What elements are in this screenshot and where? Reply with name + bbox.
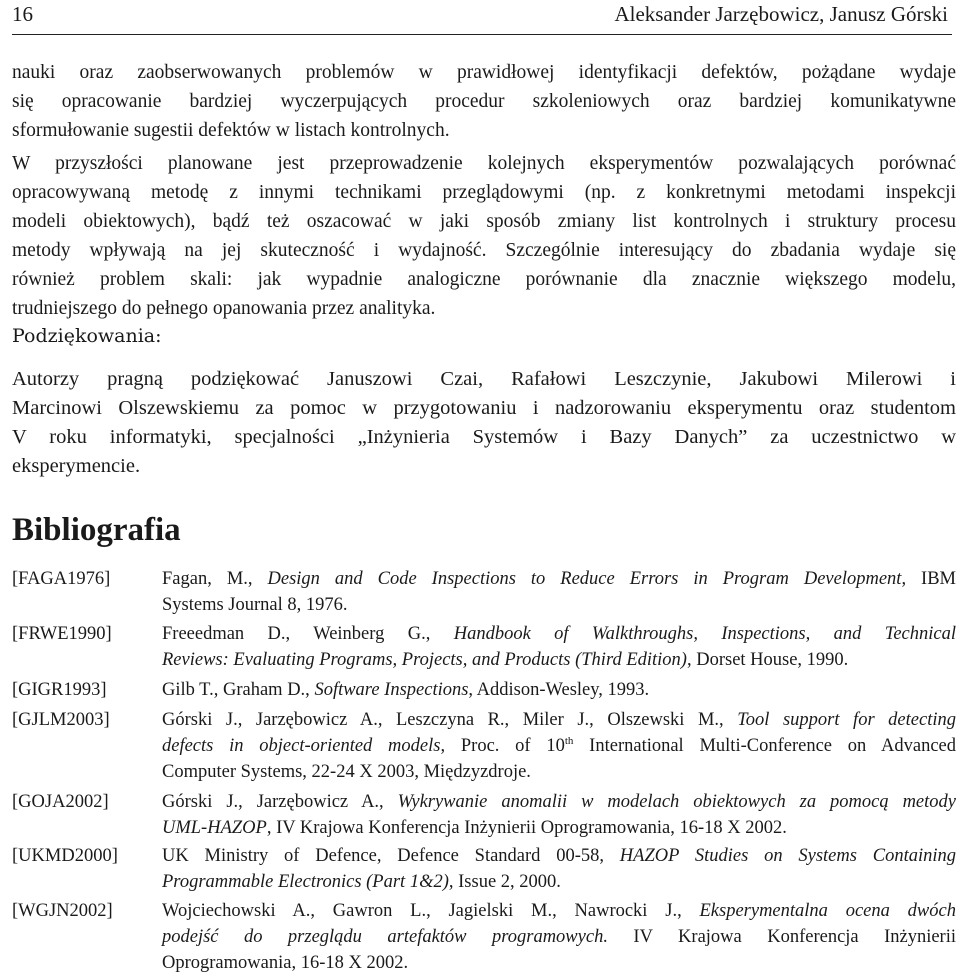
paragraph-line: modeli obiektowych), bądź też oszacować w jaki sposób zmiany list kontrolnych i struktury procesu: [12, 211, 956, 232]
paragraph-line: również problem skali: jak wypadnie analogiczne porównanie dla znacznie większego modelu,: [12, 269, 956, 290]
paragraph-line: metody wpływają na jej skuteczność i wydajność. Szczególnie interesujący do zbadania wydaje się: [12, 240, 956, 261]
bibliography-entry: [12, 677, 956, 703]
paragraph-line: się opracowanie bardziej wyczerpujących procedur szkoleniowych oraz bardziej komunikatywne: [12, 91, 956, 112]
bibliography-entry: [12, 707, 956, 785]
citation-key: [GJLM2003]: [12, 710, 110, 730]
bibliography-entry: [12, 843, 956, 895]
paragraph-line: W przyszłości planowane jest przeprowadzenie kolejnych eksperymentów pozwalających porównać: [12, 153, 956, 174]
citation-key: [FRWE1990]: [12, 624, 112, 644]
entry-line: podejść do przeglądu artefaktów programowych. IV Krajowa Konferencja Inżynierii: [162, 927, 956, 947]
bibliography-entry: [12, 566, 956, 618]
bibliography-entry: [12, 789, 956, 841]
entry-line: UML-HAZOP, IV Krajowa Konferencja Inżynierii Oprogramowania, 16-18 X 2002.: [162, 818, 787, 838]
running-header-authors: Aleksander Jarzębowicz, Janusz Górski: [614, 2, 948, 26]
acknowledgements-heading: Podziękowania:: [12, 325, 162, 347]
bibliography-entry: [12, 621, 956, 673]
entry-line: Górski J., Jarzębowicz A., Leszczyna R., Miler J., Olszewski M., Tool support for detecting: [162, 710, 956, 730]
bibliography-heading: Bibliografia: [12, 512, 181, 548]
citation-key: [UKMD2000]: [12, 846, 118, 866]
bibliography-entry: [12, 898, 956, 976]
entry-line: Gilb T., Graham D., Software Inspections, Addison-Wesley, 1993.: [162, 680, 650, 700]
entry-line: Systems Journal 8, 1976.: [162, 595, 348, 615]
paragraph-line: eksperymencie.: [12, 455, 141, 477]
entry-line: Górski J., Jarzębowicz A., Wykrywanie anomalii w modelach obiektowych za pomocą metody: [162, 792, 956, 812]
entry-line: Fagan, M., Design and Code Inspections to Reduce Errors in Program Development, IBM: [162, 569, 956, 589]
entry-line: Reviews: Evaluating Programs, Projects, and Products (Third Edition), Dorset House, 1990.: [162, 650, 849, 670]
page-number: 16: [12, 2, 33, 26]
entry-line: Freeedman D., Weinberg G., Handbook of Walkthroughs, Inspections, and Technical: [162, 624, 956, 644]
paragraph-line: nauki oraz zaobserwowanych problemów w prawidłowej identyfikacji defektów, pożądane wydaje: [12, 62, 956, 83]
running-header: [12, 0, 952, 35]
body-paragraph-2: [12, 149, 956, 323]
citation-key: [WGJN2002]: [12, 901, 113, 921]
paragraph-line: trudniejszego do pełnego opanowania przez analityka.: [12, 298, 436, 319]
paragraph-line: opracowywaną metodę z innymi technikami przeglądowymi (np. z konkretnymi metodami inspekcji: [12, 182, 956, 203]
acknowledgements-paragraph: [12, 365, 956, 481]
entry-line: defects in object-oriented models, Proc. of 10th International Multi-Conference on Advanced: [162, 734, 957, 756]
paragraph-line: Marcinowi Olszewskiemu za pomoc w przygotowaniu i nadzorowaniu eksperymentu oraz studentom: [12, 397, 956, 419]
paragraph-line: Autorzy pragną podziękować Januszowi Czai, Rafałowi Leszczynie, Jakubowi Milerowi i: [12, 368, 956, 390]
entry-line: Computer Systems, 22-24 X 2003, Międzyzdroje.: [162, 762, 531, 782]
citation-key: [GOJA2002]: [12, 792, 109, 812]
entry-line: Wojciechowski A., Gawron L., Jagielski M., Nawrocki J., Eksperymentalna ocena dwóch: [162, 901, 956, 921]
paragraph-line: sformułowanie sugestii defektów w listach kontrolnych.: [12, 120, 450, 141]
citation-key: [FAGA1976]: [12, 569, 111, 589]
body-paragraph-1: [12, 58, 956, 145]
entry-line: UK Ministry of Defence, Defence Standard 00-58, HAZOP Studies on Systems Containing: [162, 846, 957, 866]
paragraph-line: V roku informatyki, specjalności „Inżynieria Systemów i Bazy Danych” za uczestnictwo w: [12, 426, 956, 448]
entry-line: Oprogramowania, 16-18 X 2002.: [162, 953, 409, 973]
citation-key: [GIGR1993]: [12, 680, 107, 700]
entry-line: Programmable Electronics (Part 1&2), Issue 2, 2000.: [162, 872, 561, 892]
